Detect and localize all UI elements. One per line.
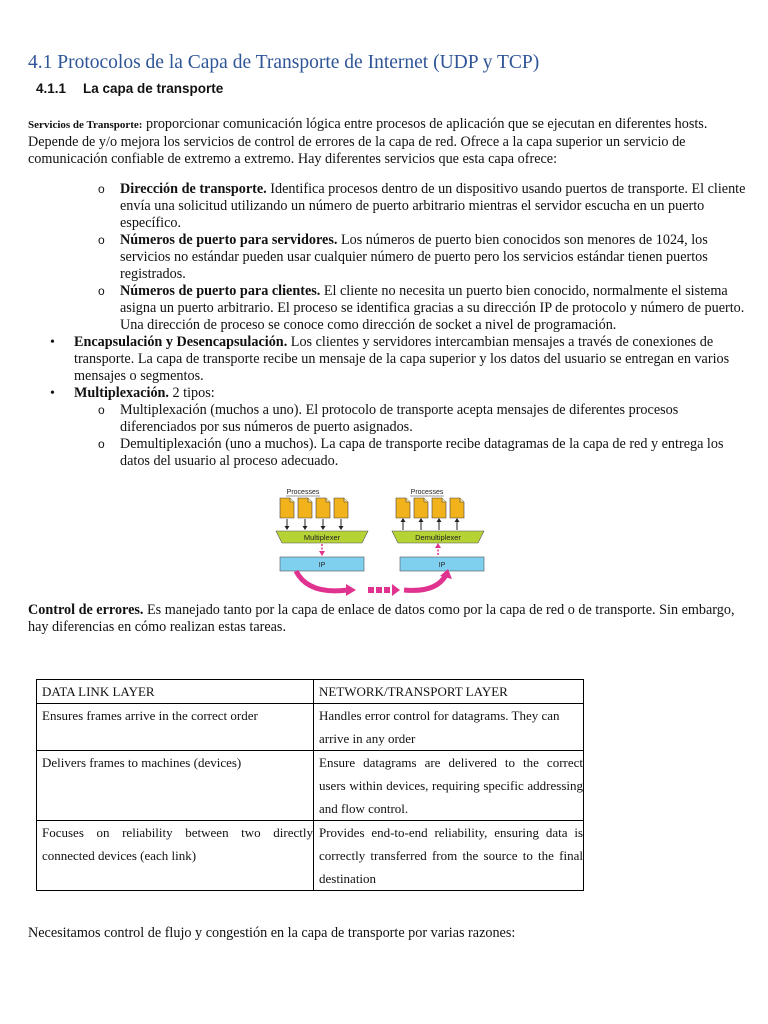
- subsection-number: 4.1.1: [36, 81, 67, 96]
- service-text: El cliente no necesita un puerto bien conocido, normalmente el sistema asigna un puerto arbitrario. El proceso se identifica gracias a su dirección IP de protocolo y número de puerto. Una dirección de proceso se conoce como dirección de socket a nivel de programación.: [120, 283, 745, 333]
- service-term: Números de puerto para clientes.: [120, 283, 321, 299]
- table-header: DATA LINK LAYER: [37, 680, 314, 704]
- subsection-heading: [36, 80, 748, 98]
- list-item: [98, 402, 748, 436]
- sub-bullet-marker: o: [98, 437, 105, 451]
- closing-paragraph: Necesitamos control de flujo y congestión en la capa de transporte por varias razones:: [28, 925, 516, 941]
- error-control-term: Control de errores.: [28, 602, 144, 618]
- table-cell: Ensures frames arrive in the correct order: [37, 704, 314, 751]
- multiplexing-list: [28, 385, 748, 470]
- comparison-table: [36, 679, 584, 891]
- table-cell: Focuses on reliability between two directly connected devices (each link): [37, 821, 314, 891]
- sub-bullet-marker: o: [98, 182, 105, 196]
- multiplexing-diagram: [256, 487, 496, 599]
- intro-text: proporcionar comunicación lógica entre procesos de aplicación que se ejecutan en diferentes hosts. Depende de y/o mejora los servicios de control de errores de la capa de red. Ofrece a la capa superior un servicio de comunicación confiable de extremo a extremo. Hay diferentes servicios que esta capa ofrece:: [28, 116, 708, 167]
- table-row: [37, 751, 584, 821]
- demultiplexer-label: Demultiplexer: [415, 533, 461, 542]
- table-header: NETWORK/TRANSPORT LAYER: [314, 680, 584, 704]
- section-heading: 4.1 Protocolos de la Capa de Transporte de Internet (UDP y TCP): [28, 52, 540, 73]
- list-item: [98, 283, 748, 334]
- multiplexing-item: Multiplexación (muchos a uno). El protocolo de transporte acepta mensajes de diferentes procesos diferenciados por sus números de puerto asignados.: [120, 402, 679, 435]
- table-row: [37, 704, 584, 751]
- service-text: Los números de puerto bien conocidos son menores de 1024, los servicios no estándar pueden usar cualquier número de puerto pero los servicios estándar tienen puertos registrados.: [120, 232, 708, 282]
- table-header-row: [37, 680, 584, 704]
- list-item: [50, 385, 748, 470]
- bullet-marker: •: [50, 386, 55, 401]
- error-control-text: Es manejado tanto por la capa de enlace de datos como por la capa de red o de transporte. Sin embargo, hay diferencias en cómo realizan estas tareas.: [28, 602, 735, 635]
- error-control-paragraph: [28, 602, 748, 636]
- list-item: [50, 334, 748, 385]
- encapsulation-term: Encapsulación y Desencapsulación.: [74, 334, 288, 350]
- encapsulation-text: Los clientes y servidores intercambian mensajes a través de conexiones de transporte. La capa de transporte recibe un mensaje de la capa superior y los datos del usuario se entregan en varios mensajes o segmentos.: [74, 334, 730, 384]
- left-process-doc-icon: [280, 498, 348, 518]
- multiplexing-item: Demultiplexación (uno a muchos). La capa de transporte recibe datagramas de la capa de red y entrega los datos del usuario al proceso adecuado.: [120, 436, 724, 469]
- intro-lead: Servicios de Transporte:: [28, 119, 143, 131]
- table-row: [37, 821, 584, 891]
- service-text: Identifica procesos dentro de un dispositivo usando puertos de transporte. El cliente envía una solicitud utilizando un número de puerto arbitrario mientras el servidor escucha en un puerto específico.: [120, 181, 746, 231]
- document-page: [28, 50, 748, 942]
- left-ip-label: IP: [318, 562, 326, 569]
- bullet-marker: •: [50, 335, 55, 350]
- right-process-doc-icon: [396, 498, 464, 518]
- multiplexing-types: [74, 402, 748, 470]
- encapsulation-list: [28, 334, 748, 385]
- service-term: Números de puerto para servidores.: [120, 232, 338, 248]
- multiplexing-term: Multiplexación.: [74, 385, 169, 401]
- data-flow-arrow: [296, 569, 452, 596]
- list-item: [98, 232, 748, 283]
- table-cell: Handles error control for datagrams. They can arrive in any order: [314, 704, 584, 751]
- right-ip-label: IP: [438, 562, 446, 569]
- table-cell: Delivers frames to machines (devices): [37, 751, 314, 821]
- sub-bullet-marker: o: [98, 284, 105, 298]
- service-term: Dirección de transporte.: [120, 181, 267, 197]
- multiplexer-label: Multiplexer: [303, 533, 341, 542]
- list-item: [98, 436, 748, 470]
- table-cell: Ensure datagrams are delivered to the correct users within devices, requiring specific addressing and flow control.: [314, 751, 584, 821]
- intro-paragraph: [28, 116, 748, 168]
- multiplexing-text: 2 tipos:: [168, 385, 215, 401]
- services-list: [28, 181, 748, 334]
- list-item: [98, 181, 748, 232]
- subsection-title: La capa de transporte: [83, 81, 224, 96]
- table-cell: Provides end-to-end reliability, ensuring data is correctly transferred from the source to the final destination: [314, 821, 584, 891]
- left-processes-label: Processes: [286, 489, 320, 496]
- sub-bullet-marker: o: [98, 233, 105, 247]
- right-processes-label: Processes: [410, 489, 444, 496]
- sub-bullet-marker: o: [98, 403, 105, 417]
